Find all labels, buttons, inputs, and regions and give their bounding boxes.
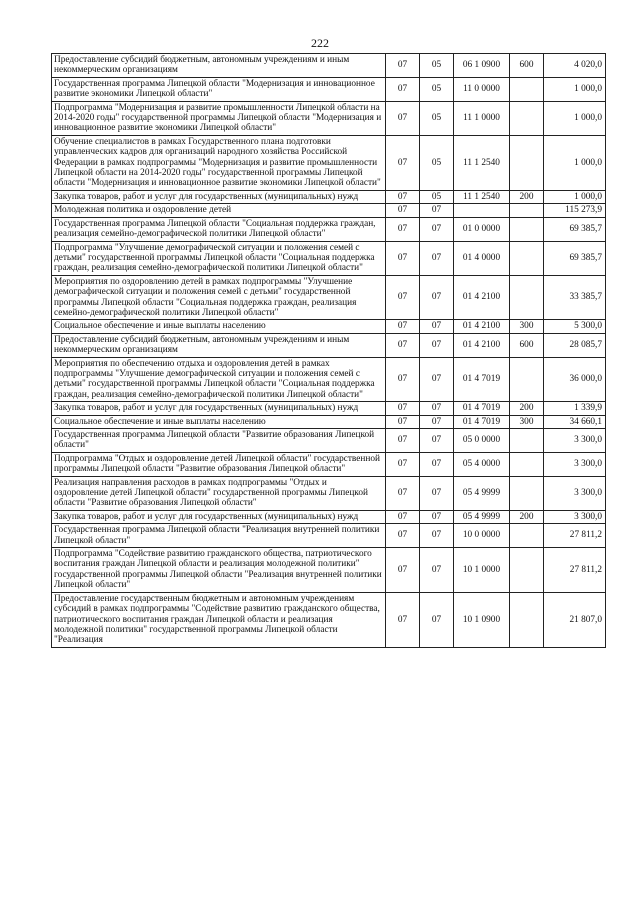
row-section-cell: 07: [386, 320, 420, 333]
row-subsection-cell: 07: [420, 510, 454, 523]
row-subsection-cell: 07: [420, 275, 454, 320]
table-row: [52, 135, 606, 190]
row-name-cell: Предоставление государственным бюджетным и автономным учреждениям субсидий в рамках подпрограммы "Содействие развитию гражданского общества, патриотического воспитания граждан Липецкой области и реализация молодежной политики" государственной программы Липецкой области "Реализация: [52, 592, 386, 647]
row-target-article-cell: [454, 204, 510, 217]
row-sum-cell: 3 300,0: [544, 510, 606, 523]
table-row: [52, 190, 606, 203]
table-row: [52, 54, 606, 78]
row-target-article-cell: 11 1 2540: [454, 190, 510, 203]
table-row: [52, 548, 606, 593]
row-section-cell: 07: [386, 77, 420, 101]
row-target-article-cell: 11 1 0000: [454, 101, 510, 135]
row-sum-cell: 5 300,0: [544, 320, 606, 333]
row-sum-cell: 115 273,9: [544, 204, 606, 217]
row-section-cell: 07: [386, 357, 420, 402]
row-expense-type-cell: [510, 524, 544, 548]
row-expense-type-cell: 300: [510, 320, 544, 333]
table-row: [52, 204, 606, 217]
row-expense-type-cell: 200: [510, 190, 544, 203]
row-section-cell: 07: [386, 592, 420, 647]
row-name-cell: Государственная программа Липецкой области "Развитие образования Липецкой области": [52, 429, 386, 453]
row-section-cell: 07: [386, 510, 420, 523]
row-subsection-cell: 07: [420, 217, 454, 241]
row-name-cell: Предоставление субсидий бюджетным, автономным учреждениям и иным некоммерческим организациям: [52, 333, 386, 357]
row-subsection-cell: 07: [420, 452, 454, 476]
row-section-cell: 07: [386, 452, 420, 476]
table-row: [52, 592, 606, 647]
row-sum-cell: 3 300,0: [544, 476, 606, 510]
row-name-cell: Подпрограмма "Содействие развитию гражданского общества, патриотического воспитания граждан Липецкой области и реализация молодежной политики" государственной программы Липецкой области "Реализация внутренней политики Липецкой области": [52, 548, 386, 593]
row-expense-type-cell: [510, 101, 544, 135]
row-expense-type-cell: [510, 548, 544, 593]
row-subsection-cell: 07: [420, 241, 454, 275]
row-expense-type-cell: 600: [510, 333, 544, 357]
table-row: [52, 415, 606, 428]
row-sum-cell: 1 000,0: [544, 77, 606, 101]
row-subsection-cell: 07: [420, 320, 454, 333]
row-name-cell: Предоставление субсидий бюджетным, автономным учреждениям и иным некоммерческим организациям: [52, 54, 386, 78]
row-subsection-cell: 07: [420, 204, 454, 217]
row-expense-type-cell: [510, 429, 544, 453]
row-target-article-cell: 01 4 0000: [454, 241, 510, 275]
table-row: [52, 275, 606, 320]
table-row: [52, 524, 606, 548]
row-subsection-cell: 07: [420, 524, 454, 548]
row-name-cell: Обучение специалистов в рамках Государственного плана подготовки управленческих кадров для организаций народного хозяйства Российской Федерации в рамках подпрограммы "Модернизация и развитие промышленности Липецкой области на 2014-2020 годы" государственной программы Липецкой области "Модернизация и инновационное развитие экономики Липецкой области": [52, 135, 386, 190]
row-expense-type-cell: 300: [510, 415, 544, 428]
row-name-cell: Мероприятия по оздоровлению детей в рамках подпрограммы "Улучшение демографической ситуации и положения семей с детьми" государственной программы Липецкой области "Социальная поддержка граждан, реализация семейно-демографической политики Липецкой области": [52, 275, 386, 320]
row-expense-type-cell: [510, 357, 544, 402]
row-section-cell: 07: [386, 275, 420, 320]
row-subsection-cell: 07: [420, 592, 454, 647]
budget-table-body: [52, 54, 606, 648]
row-sum-cell: 27 811,2: [544, 548, 606, 593]
row-expense-type-cell: [510, 476, 544, 510]
row-target-article-cell: 10 1 0000: [454, 548, 510, 593]
row-name-cell: Закупка товаров, работ и услуг для государственных (муниципальных) нужд: [52, 402, 386, 415]
row-name-cell: Социальное обеспечение и иные выплаты населению: [52, 320, 386, 333]
row-subsection-cell: 05: [420, 135, 454, 190]
row-target-article-cell: 01 4 7019: [454, 357, 510, 402]
row-target-article-cell: 01 4 2100: [454, 320, 510, 333]
row-expense-type-cell: [510, 452, 544, 476]
row-target-article-cell: 10 1 0900: [454, 592, 510, 647]
row-expense-type-cell: 600: [510, 54, 544, 78]
row-target-article-cell: 05 4 0000: [454, 452, 510, 476]
row-section-cell: 07: [386, 204, 420, 217]
row-sum-cell: 69 385,7: [544, 217, 606, 241]
row-subsection-cell: 07: [420, 357, 454, 402]
row-section-cell: 07: [386, 333, 420, 357]
row-section-cell: 07: [386, 415, 420, 428]
row-subsection-cell: 07: [420, 402, 454, 415]
row-section-cell: 07: [386, 217, 420, 241]
row-section-cell: 07: [386, 402, 420, 415]
row-name-cell: Молодежная политика и оздоровление детей: [52, 204, 386, 217]
row-section-cell: 07: [386, 241, 420, 275]
row-section-cell: 07: [386, 548, 420, 593]
row-section-cell: 07: [386, 54, 420, 78]
row-section-cell: 07: [386, 524, 420, 548]
row-sum-cell: 21 807,0: [544, 592, 606, 647]
table-row: [52, 357, 606, 402]
row-section-cell: 07: [386, 429, 420, 453]
row-section-cell: 07: [386, 476, 420, 510]
row-sum-cell: 28 085,7: [544, 333, 606, 357]
table-row: [52, 217, 606, 241]
row-sum-cell: 27 811,2: [544, 524, 606, 548]
row-sum-cell: 33 385,7: [544, 275, 606, 320]
row-sum-cell: 3 300,0: [544, 452, 606, 476]
page-number: 222: [311, 36, 329, 50]
row-name-cell: Закупка товаров, работ и услуг для государственных (муниципальных) нужд: [52, 190, 386, 203]
table-row: [52, 241, 606, 275]
row-name-cell: Закупка товаров, работ и услуг для государственных (муниципальных) нужд: [52, 510, 386, 523]
row-subsection-cell: 05: [420, 77, 454, 101]
row-expense-type-cell: [510, 204, 544, 217]
row-sum-cell: 1 000,0: [544, 101, 606, 135]
row-target-article-cell: 10 0 0000: [454, 524, 510, 548]
table-row: [52, 77, 606, 101]
row-target-article-cell: 11 0 0000: [454, 77, 510, 101]
table-row: [52, 429, 606, 453]
row-subsection-cell: 07: [420, 548, 454, 593]
row-target-article-cell: 01 4 7019: [454, 402, 510, 415]
row-section-cell: 07: [386, 190, 420, 203]
table-row: [52, 402, 606, 415]
row-sum-cell: 34 660,1: [544, 415, 606, 428]
row-expense-type-cell: [510, 275, 544, 320]
row-name-cell: Государственная программа Липецкой области "Модернизация и инновационное развитие экономики Липецкой области": [52, 77, 386, 101]
row-subsection-cell: 05: [420, 101, 454, 135]
row-subsection-cell: 07: [420, 333, 454, 357]
row-subsection-cell: 07: [420, 429, 454, 453]
row-expense-type-cell: [510, 241, 544, 275]
row-subsection-cell: 05: [420, 54, 454, 78]
row-name-cell: Мероприятия по обеспечению отдыха и оздоровления детей в рамках подпрограммы "Улучшение демографической ситуации и положения семей с детьми" государственной программы Липецкой области "Социальная поддержка граждан, реализация семейно-демографической политики Липецкой области": [52, 357, 386, 402]
row-target-article-cell: 01 4 2100: [454, 333, 510, 357]
row-sum-cell: 4 020,0: [544, 54, 606, 78]
row-name-cell: Государственная программа Липецкой области "Социальная поддержка граждан, реализация семейно-демографической политики Липецкой области": [52, 217, 386, 241]
row-target-article-cell: 01 0 0000: [454, 217, 510, 241]
row-target-article-cell: 11 1 2540: [454, 135, 510, 190]
table-row: [52, 101, 606, 135]
row-target-article-cell: 05 4 9999: [454, 510, 510, 523]
row-expense-type-cell: [510, 135, 544, 190]
row-name-cell: Подпрограмма "Отдых и оздоровление детей Липецкой области" государственной программы Липецкой области "Развитие образования Липецкой области": [52, 452, 386, 476]
row-section-cell: 07: [386, 135, 420, 190]
row-sum-cell: 1 000,0: [544, 190, 606, 203]
budget-table: [51, 53, 606, 648]
row-name-cell: Реализация направления расходов в рамках подпрограммы "Отдых и оздоровление детей Липецкой области" государственной программы Липецкой области "Развитие образования Липецкой области": [52, 476, 386, 510]
table-row: [52, 320, 606, 333]
table-row: [52, 510, 606, 523]
row-name-cell: Подпрограмма "Улучшение демографической ситуации и положения семей с детьми" государственной программы Липецкой области "Социальная поддержка граждан, реализация семейно-демографической политики Липецкой области": [52, 241, 386, 275]
row-name-cell: Подпрограмма "Модернизация и развитие промышленности Липецкой области на 2014-2020 годы" государственной программы Липецкой области "Модернизация и инновационное развитие экономики Липецкой области": [52, 101, 386, 135]
row-target-article-cell: 05 0 0000: [454, 429, 510, 453]
row-expense-type-cell: [510, 77, 544, 101]
row-sum-cell: 1 000,0: [544, 135, 606, 190]
row-expense-type-cell: 200: [510, 402, 544, 415]
row-sum-cell: 1 339,9: [544, 402, 606, 415]
row-target-article-cell: 01 4 2100: [454, 275, 510, 320]
row-subsection-cell: 07: [420, 476, 454, 510]
row-name-cell: Социальное обеспечение и иные выплаты населению: [52, 415, 386, 428]
row-sum-cell: 36 000,0: [544, 357, 606, 402]
table-row: [52, 476, 606, 510]
row-expense-type-cell: 200: [510, 510, 544, 523]
row-name-cell: Государственная программа Липецкой области "Реализация внутренней политики Липецкой области": [52, 524, 386, 548]
row-target-article-cell: 06 1 0900: [454, 54, 510, 78]
row-sum-cell: 69 385,7: [544, 241, 606, 275]
row-subsection-cell: 05: [420, 190, 454, 203]
table-row: [52, 333, 606, 357]
row-target-article-cell: 01 4 7019: [454, 415, 510, 428]
row-sum-cell: 3 300,0: [544, 429, 606, 453]
row-expense-type-cell: [510, 592, 544, 647]
row-section-cell: 07: [386, 101, 420, 135]
row-expense-type-cell: [510, 217, 544, 241]
table-row: [52, 452, 606, 476]
row-subsection-cell: 07: [420, 415, 454, 428]
row-target-article-cell: 05 4 9999: [454, 476, 510, 510]
